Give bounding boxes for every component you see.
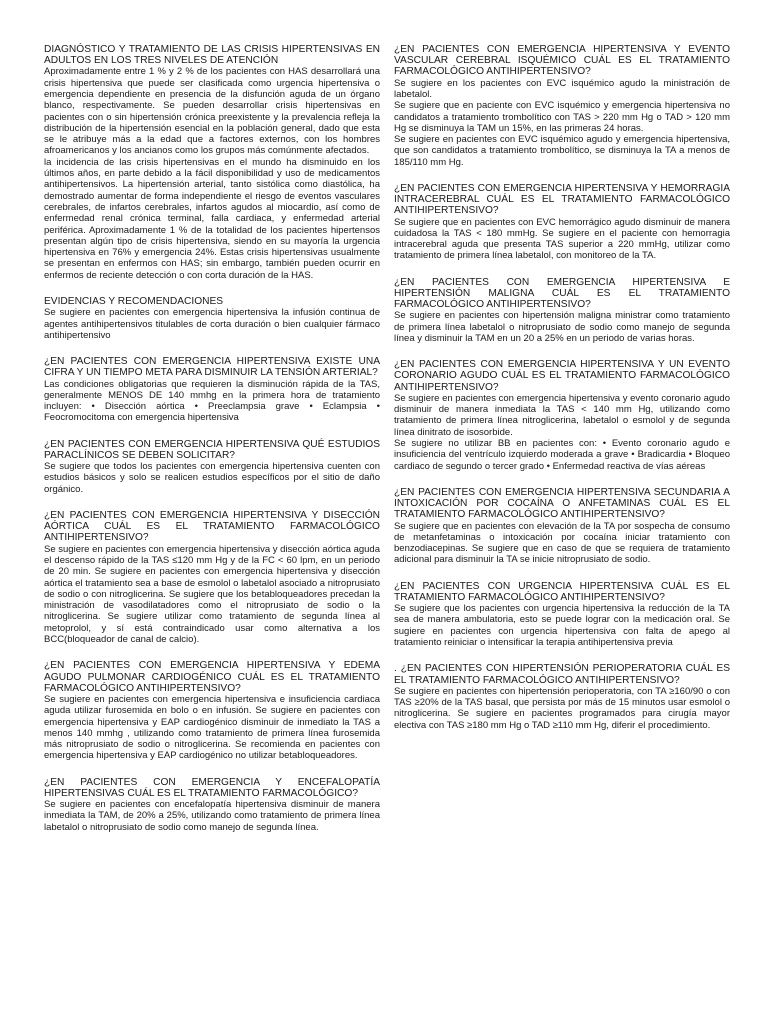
paragraph: la incidencia de las crisis hipertensivas en el mundo ha disminuido en los últimos años, en parte debido a la fácil disponibilidad y uso de medicamentos antihipertensivos. La hipertensión arterial, tanto sistólica como diastólica, ha demostrado aumentar de forma independiente el riesgo de eventos vasculares cerebrales, de infartos cerebrales, infartos agudos al miocardio, así como de enfermedad renal crónica terminal, falla cardiaca, y enfermedad arterial periférica. Aproximadamente 1 % de la totalidad de los pacientes hipertensos presentan algún tipo de crisis hipertensiva, siendo en su mayoría la urgencia hipertensiva en 76% y emergencia 24%. Estas crisis hipertensivas usualmente se presentan en enfermos con HAS; sin embargo, también pueden ocurrir en enfermos de reciente detección o con corta duración de la HAS. bbox=[44, 156, 380, 281]
section-heading: ¿EN PACIENTES CON EMERGENCIA HIPERTENSIVA Y DISECCIÓN AÓRTICA CUÁL ES EL TRATAMIENTO FARMACOLÓGICO ANTIHIPERTENSIVO? bbox=[44, 510, 380, 544]
section-heading: . ¿EN PACIENTES CON HIPERTENSIÓN PERIOPERATORIA CUÁL ES EL TRATAMIENTO FARMACOLÓGICO ANTIHIPERTENSIVO? bbox=[394, 663, 730, 686]
document-title: DIAGNÓSTICO Y TRATAMIENTO DE LAS CRISIS HIPERTENSIVAS EN ADULTOS EN LOS TRES NIVELES DE ATENCIÓN bbox=[44, 44, 380, 67]
paragraph: Se sugiere en pacientes con EVC isquémico agudo y emergencia hipertensiva, que son candidatos a tratamiento trombolítico, se disminuya la TA a menos de 185/110 mm Hg. bbox=[394, 134, 730, 168]
section-pulmonary-edema bbox=[44, 660, 380, 761]
paragraph: Se sugiere en pacientes con emergencia hipertensiva la infusión continua de agentes antihipertensivos titulables de corta duración o bien cualquier fármaco antihipertensivo bbox=[44, 307, 380, 341]
right-column bbox=[394, 44, 730, 1024]
paragraph: Se sugiere en pacientes con hipertensión perioperatoria, con TA ≥160/90 o con TAS ≥20% de la TAS basal, que persista por más de 15 minutos usar esmolol o nitroglicerina. Se sugiere en pacientes programados para cirugía mayor electiva con TAS ≥180 mm Hg o TAD ≥110 mm Hg, diferir el procedimiento. bbox=[394, 685, 730, 731]
section-intro bbox=[44, 44, 380, 281]
section-heading: ¿EN PACIENTES CON EMERGENCIA HIPERTENSIVA Y EDEMA AGUDO PULMONAR CARDIOGÉNICO CUÁL ES EL TRATAMIENTO FARMACOLÓGICO ANTIHIPERTENSIVO? bbox=[44, 660, 380, 694]
section-heading: ¿EN PACIENTES CON EMERGENCIA HIPERTENSIVA Y HEMORRAGIA INTRACEREBRAL CUÁL ES EL TRATAMIENTO FARMACOLÓGICO ANTIHIPERTENSIVO? bbox=[394, 182, 730, 217]
paragraph: Se sugiere que todos los pacientes con emergencia hipertensiva cuenten con estudios básicos y solo se realicen estudios específicos por el sitio de daño orgánico. bbox=[44, 461, 380, 495]
section-encephalopathy bbox=[44, 777, 380, 833]
section-heading: ¿EN PACIENTES CON URGENCIA HIPERTENSIVA CUÁL ES EL TRATAMIENTO FARMACOLÓGICO ANTIHIPERTENSIVO? bbox=[394, 580, 730, 603]
section-heading: ¿EN PACIENTES CON EMERGENCIA HIPERTENSIVA Y EVENTO VASCULAR CEREBRAL ISQUÉMICO CUÁL ES EL TRATAMIENTO FARMACOLÓGICO ANTIHIPERTENSIVO? bbox=[394, 44, 730, 78]
paragraph: Se sugiere en pacientes con emergencia hipertensiva y evento coronario agudo disminuir de manera inmediata la TAS < 140 mm Hg, utilizando como tratamiento de primera línea nitroglicerina, labetalol o esmolol y de segunda línea dinitrato de isosorbide. bbox=[394, 392, 730, 438]
section-perioperative bbox=[394, 663, 730, 731]
paragraph: Aproximadamente entre 1 % y 2 % de los pacientes con HAS desarrollará una crisis hipertensiva que puede ser clasificada como urgencia hipertensiva o emergencia dependiente en presencia de la disfunción aguda de un órgano blanco, respectivamente. Se pueden desarrollar crisis hipertensivas en pacientes con o sin hipertensión crónica preexistente y la prevalencia refleja la distribución de la hipertensión esencial en la población general, dado que esta se le atribuye más a la edad que a factores externos, con los hombres afroamericanos y los ancianos como los grupos más comúnmente afectados. bbox=[44, 66, 380, 157]
paragraph: Se sugiere que en pacientes con elevación de la TA por sospecha de consumo de metanfetaminas o intoxicación por cocaína iniciar tratamiento con benzodiacepinas. Se sugiere que en caso de que se requiera de tratamiento adicional para disminuir la TA se inicie nitroprusiato de sodio. bbox=[394, 520, 730, 566]
paragraph: Se sugiere no utilizar BB en pacientes con: • Evento coronario agudo e insuficiencia del ventrículo izquierdo moderada a grave • Bradicardia • Bloqueo cardiaco de segundo o tercer grado • Enfermedad reactiva de vías aéreas bbox=[394, 438, 730, 472]
paragraph: Se sugiere que en paciente con EVC isquémico y emergencia hipertensiva no candidatos a tratamiento trombolítico con TAS > 220 mm Hg o TAD > 120 mm Hg se disminuya la TAM un 15%, en las primeras 24 horas. bbox=[394, 100, 730, 134]
section-heading: ¿EN PACIENTES CON EMERGENCIA HIPERTENSIVA SECUNDARIA A INTOXICACIÓN POR COCAÍNA O ANFETAMINAS CUÁL ES EL TRATAMIENTO FARMACOLÓGICO ANTIHIPERTENSIVO? bbox=[394, 486, 730, 521]
section-aortic-dissection bbox=[44, 510, 380, 645]
section-heading: ¿EN PACIENTES CON EMERGENCIA HIPERTENSIVA Y UN EVENTO CORONARIO AGUDO CUÁL ES EL TRATAMIENTO FARMACOLÓGICO ANTIHIPERTENSIVO? bbox=[394, 359, 730, 393]
section-hypertensive-urgency bbox=[394, 581, 730, 649]
paragraph: Se sugiere en los pacientes con EVC isquémico agudo la ministración de labetalol. bbox=[394, 77, 730, 100]
left-column bbox=[44, 44, 380, 1024]
paragraph: Se sugiere que en pacientes con EVC hemorrágico agudo disminuir de manera cuidadosa la TAS < 180 mmHg. Se sugiere en el paciente con hemorragia intracerebral aguda que presenta TAS superior a 220 mmHg, utilizar como tratamiento de primera línea labetalol, con monitoreo de la TA. bbox=[394, 216, 730, 262]
section-malignant-hypertension bbox=[394, 277, 730, 345]
paragraph: Se sugiere en pacientes con emergencia hipertensiva e insuficiencia cardiaca aguda utilizar furosemida en bolo o en infusión. Se sugiere en pacientes con emergencia hipertensiva y EAP cardiogénico disminuir de inmediato la TAS a menos 140 mmhg , utilizando como tratamiento de primera línea furosemida más nitroprusiato de sodio o nitroglicerina. Se recomienda en pacientes con emergencia hipertensiva y EAP cardiogénico no utilizar betabloqueadores. bbox=[44, 693, 380, 762]
section-heading: ¿EN PACIENTES CON EMERGENCIA HIPERTENSIVA QUÉ ESTUDIOS PARACLÍNICOS SE DEBEN SOLICITAR? bbox=[44, 438, 380, 461]
paragraph: Se sugiere en pacientes con emergencia hipertensiva y disección aórtica aguda el descenso rápido de la TAS ≤120 mm Hg y de la FC < 60 lpm, en un periodo de 20 min. Se sugiere en pacientes con emergencia hipertensiva y disección aórtica el tratamiento sea a base de esmolol o labetalol asociado a nitroprusiato de sodio o con nitroglicerina. Se sugiere que los betabloqueadores precedan la ministración de vasodilatadores como el nitroprusiato de sodio o la nitroglicerina. Se sugiere utilizar como tratamiento de segunda línea al metoprolol, y sí está contraindicado usar como alternativa a los BCC(bloqueador de canal de calcio). bbox=[44, 543, 380, 646]
section-heading: EVIDENCIAS Y RECOMENDACIONES bbox=[44, 296, 224, 308]
section-intracerebral-hemorrhage bbox=[394, 183, 730, 262]
section-paraclinical bbox=[44, 439, 380, 495]
paragraph: Se sugiere que los pacientes con urgencia hipertensiva la reducción de la TA sea de manera ambulatoria, esto se puede lograr con la medicación oral. Se sugiere en pacientes con urgencia hipertensiva con falta de apego al tratamiento reiniciar o intensificar la terapia antihipertensiva previa bbox=[394, 603, 730, 649]
section-heading: ¿EN PACIENTES CON EMERGENCIA Y ENCEFALOPATÍA HIPERTENSIVAS CUÁL ES EL TRATAMIENTO FARMACOLÓGICO? bbox=[44, 776, 380, 799]
paragraph: Se sugiere en pacientes con hipertensión maligna ministrar como tratamiento de primera línea labetalol o nitroprusiato de sodio como manejo de segunda línea y disminuir la TAM en un 20 a 25% en un periodo de varias horas. bbox=[394, 310, 730, 344]
section-evidence bbox=[44, 296, 380, 341]
section-coronary-event bbox=[394, 359, 730, 472]
section-ischemic-stroke bbox=[394, 44, 730, 168]
section-target-bp bbox=[44, 356, 380, 424]
section-heading: ¿EN PACIENTES CON EMERGENCIA HIPERTENSIVA EXISTE UNA CIFRA Y UN TIEMPO META PARA DISMINUIR LA TENSIÓN ARTERIAL? bbox=[44, 356, 380, 379]
section-heading: ¿EN PACIENTES CON EMERGENCIA HIPERTENSIVA E HIPERTENSIÓN MALIGNA CUÁL ES EL TRATAMIENTO FARMACOLÓGICO ANTIHIPERTENSIVO? bbox=[394, 276, 730, 311]
section-cocaine-amphetamines bbox=[394, 487, 730, 566]
paragraph: Se sugiere en pacientes con encefalopatía hipertensiva disminuir de manera inmediata la TAM, de 20% a 25%, utilizando como tratamiento de primera línea labetalol o nitroprusiato de sodio como manejo de segunda línea. bbox=[44, 799, 380, 833]
paragraph: Las condiciones obligatorias que requieren la disminución rápida de la TAS, generalmente MENOS DE 140 mmhg en la primera hora de tratamiento incluyen: • Disección aórtica • Preeclampsia grave • Eclampsia • Feocromocitoma con emergencia hipertensiva bbox=[44, 378, 380, 424]
